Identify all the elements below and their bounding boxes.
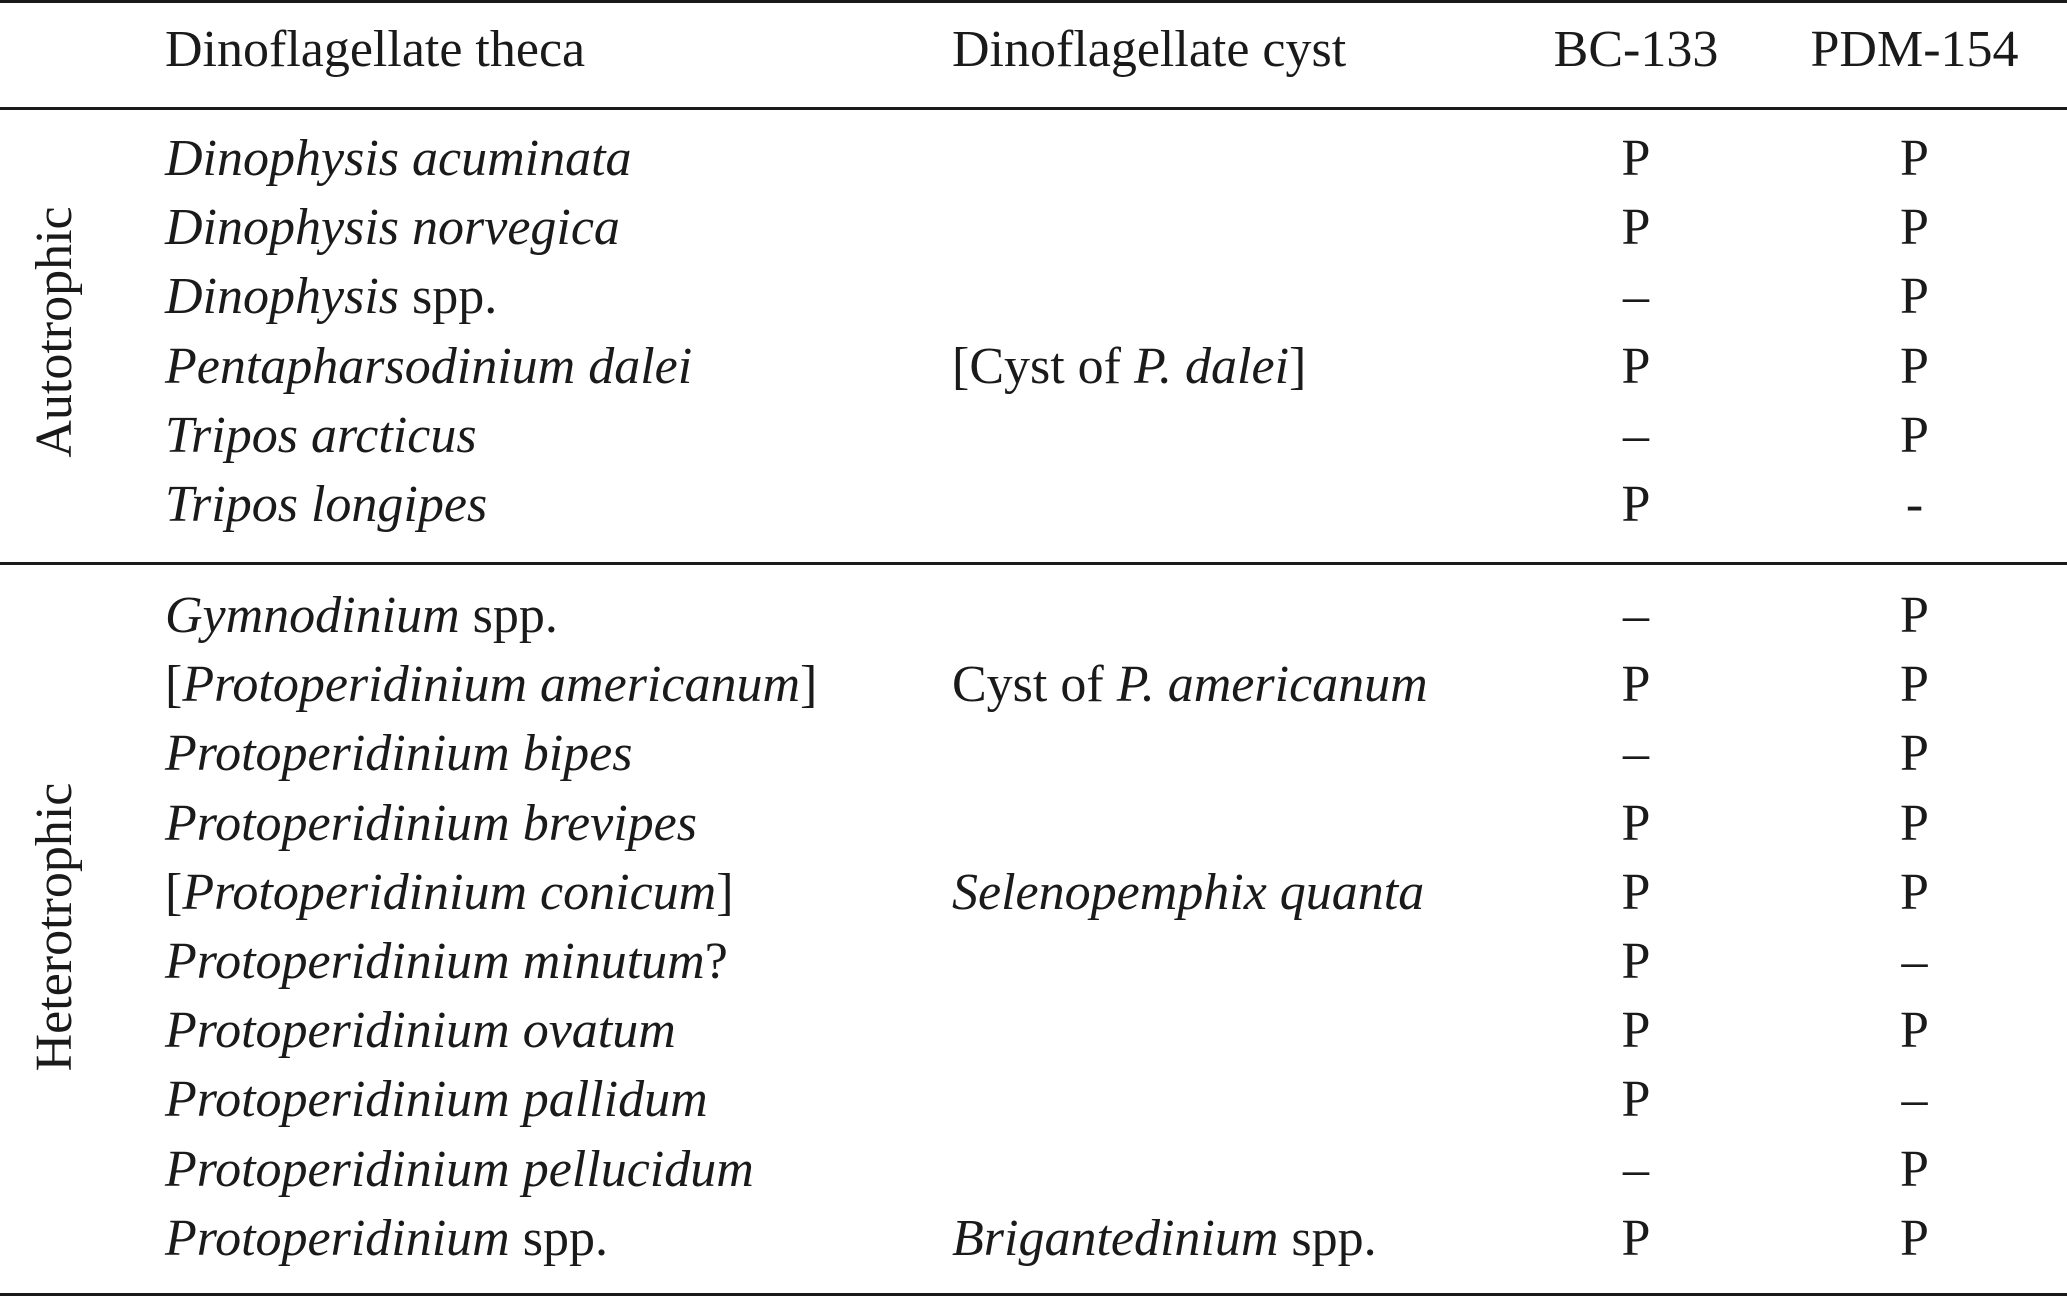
text-segment: ]: [716, 863, 734, 921]
pdm-154-value: P: [1900, 1140, 1929, 1198]
pdm-154-value: P: [1900, 587, 1929, 644]
pdm-154-value: P: [1900, 406, 1929, 464]
top-rule: [0, 0, 2067, 3]
pdm-154-value: P: [1900, 268, 1929, 326]
pdm-154-value: P: [1900, 794, 1929, 852]
text-segment: Protoperidinium ovatum: [165, 1002, 676, 1060]
bc-133-value: –: [1623, 587, 1649, 644]
text-segment: ]: [1289, 337, 1307, 395]
pdm-154-value: P: [1900, 725, 1929, 783]
group-divider-rule: [0, 562, 2067, 565]
bc-133-value: P: [1621, 794, 1651, 852]
theca-name: [165, 932, 728, 992]
text-segment: Protoperidinium conicum: [182, 863, 717, 921]
cyst-name: [952, 337, 1306, 397]
header-rule: [0, 107, 2067, 110]
pdm-154-value: P: [1900, 1209, 1929, 1267]
text-segment: Brigantedinium: [952, 1209, 1279, 1267]
theca-name: [165, 1209, 608, 1269]
pdm-154-value: P: [1900, 130, 1929, 187]
bc-133-value: P: [1621, 1002, 1651, 1060]
text-segment: Gymnodinium: [165, 587, 460, 644]
text-segment: Cyst of: [952, 656, 1117, 714]
text-segment: Tripos arcticus: [165, 406, 477, 464]
pdm-154-value: -: [1905, 476, 1924, 533]
pdm-154-value: P: [1900, 656, 1929, 714]
text-segment: Dinophysis acuminata: [165, 130, 632, 187]
header-pdm-154: PDM-154: [1810, 21, 2019, 78]
text-segment: Protoperidinium: [165, 1209, 510, 1267]
theca-name: [165, 794, 697, 854]
bc-133-value: P: [1621, 337, 1651, 395]
theca-name: [165, 475, 487, 535]
group-label-autotrophic: Autotrophic: [26, 206, 83, 458]
bc-133-value: P: [1621, 656, 1651, 714]
theca-name: [165, 198, 620, 258]
bc-133-value: P: [1621, 199, 1651, 257]
bc-133-value: P: [1621, 933, 1651, 990]
text-segment: Protoperidinium brevipes: [165, 794, 697, 852]
theca-name: [165, 1001, 676, 1061]
theca-name: [165, 337, 692, 397]
cyst-name: [952, 655, 1428, 715]
text-segment: spp.: [509, 1209, 608, 1267]
text-segment: [: [165, 656, 183, 714]
theca-name: [165, 1140, 754, 1200]
text-segment: Selenopemphix quanta: [952, 863, 1425, 921]
text-segment: Pentapharsodinium dalei: [165, 337, 693, 395]
theca-name: [165, 406, 477, 466]
pdm-154-value: P: [1900, 1002, 1929, 1060]
text-segment: [: [165, 863, 183, 921]
header-cyst: Dinoflagellate cyst: [952, 21, 1347, 78]
text-segment: Dinophysis: [165, 268, 399, 326]
bc-133-value: –: [1623, 725, 1649, 783]
pdm-154-value: P: [1900, 863, 1929, 921]
text-segment: [Cyst of: [952, 337, 1134, 395]
bc-133-value: P: [1621, 863, 1651, 921]
theca-name: [165, 1070, 708, 1130]
text-segment: spp.: [1278, 1209, 1377, 1267]
text-segment: Protoperidinium minutum: [165, 933, 705, 990]
cyst-name: [952, 1209, 1377, 1269]
text-segment: ?: [704, 933, 728, 990]
text-segment: spp.: [399, 268, 498, 326]
group-label-heterotrophic: Heterotrophic: [26, 783, 83, 1072]
bc-133-value: –: [1623, 406, 1649, 464]
bc-133-value: P: [1621, 476, 1651, 533]
text-segment: P. dalei: [1134, 337, 1290, 395]
bottom-rule: [0, 1293, 2067, 1296]
text-segment: Protoperidinium pellucidum: [165, 1140, 754, 1198]
bc-133-value: P: [1621, 1209, 1651, 1267]
header-theca: Dinoflagellate theca: [165, 21, 586, 78]
bc-133-value: P: [1621, 1071, 1651, 1129]
header-bc-133: BC-133: [1553, 21, 1719, 78]
text-segment: spp.: [459, 587, 558, 644]
bc-133-value: –: [1623, 1140, 1649, 1198]
bc-133-value: P: [1621, 130, 1651, 187]
pdm-154-value: –: [1901, 1071, 1928, 1129]
text-segment: Tripos longipes: [165, 476, 488, 533]
theca-name: [165, 724, 633, 784]
bc-133-value: –: [1623, 268, 1649, 326]
theca-name: [165, 267, 497, 327]
pdm-154-value: P: [1900, 337, 1929, 395]
pdm-154-value: P: [1900, 199, 1929, 257]
theca-name: [165, 586, 558, 646]
theca-name: [165, 129, 632, 189]
pdm-154-value: –: [1901, 933, 1928, 990]
cyst-name: [952, 863, 1424, 923]
text-segment: P. americanum: [1116, 656, 1428, 714]
theca-name: [165, 655, 817, 715]
text-segment: Dinophysis norvegica: [165, 199, 620, 257]
text-segment: Protoperidinium americanum: [182, 656, 801, 714]
text-segment: Protoperidinium bipes: [165, 725, 633, 783]
text-segment: ]: [800, 656, 818, 714]
text-segment: Protoperidinium pallidum: [165, 1071, 708, 1129]
theca-name: [165, 863, 734, 923]
